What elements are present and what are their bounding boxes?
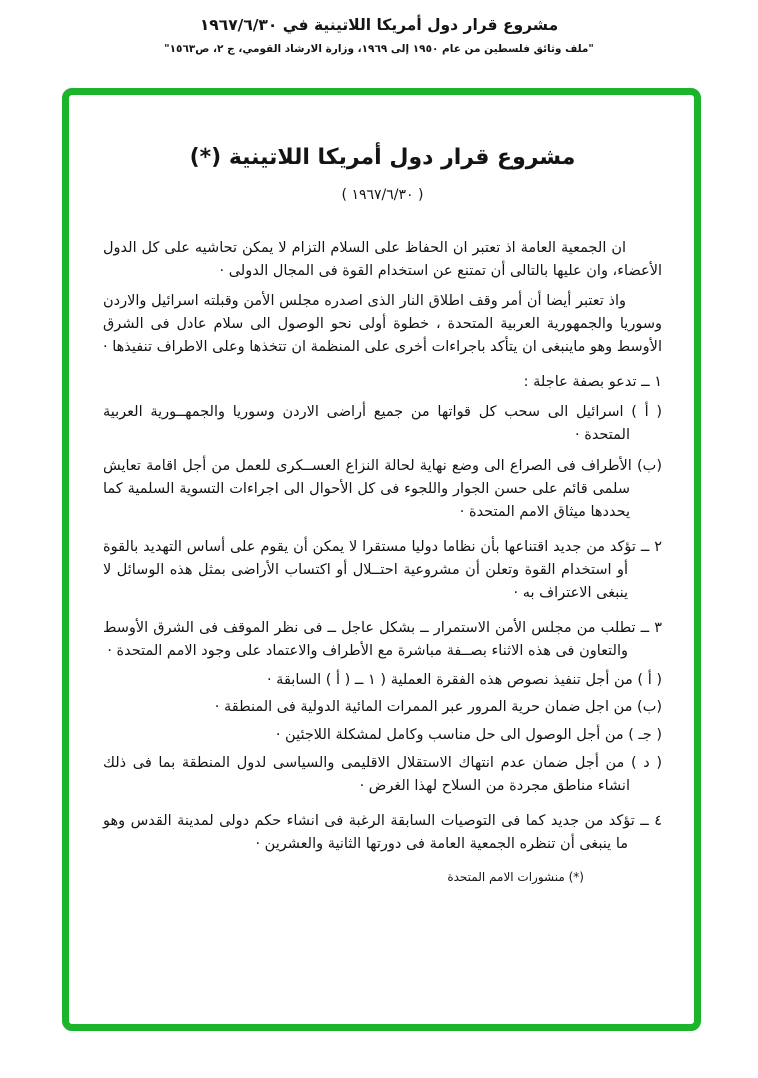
- header-source-citation: "ملف وثائق فلسطين من عام ١٩٥٠ إلى ١٩٦٩، وزارة الارشاد القومي، ج ٢، ص١٥٦٣": [164, 43, 594, 55]
- scanned-document: [69, 95, 694, 884]
- item-2: ٢ ــ تؤكد من جديد اقتناعها بأن نظاما دوليا مستقرا لا يمكن أن يقوم على أساس التهديد بالقوة أو استخدام القوة وتعلن أن مشروعية احتــلال أو اكتساب الأراضى بمثل هذه الوسائل لا ينبغى الاعتراف به ·: [103, 538, 662, 601]
- item-1-heading: ١ ــ تدعو بصفة عاجلة :: [523, 373, 662, 390]
- doc-body: [103, 237, 662, 856]
- header-title: مشروع قرار دول أمريكا اللاتينية في ١٩٦٧/٦/٣٠: [199, 16, 559, 34]
- green-border-frame: [62, 88, 701, 1031]
- item-3b: (ب) من اجل ضمان حرية المرور عبر الممرات المائية الدولية فى المنطقة ·: [214, 699, 662, 716]
- paragraph-preamble-1: ان الجمعية العامة اذ تعتبر ان الحفاظ على السلام التزام لا يمكن تحاشيه على كل الدول الأعضاء، وان عليها بالتالى أن تمتنع عن استخدام القوة فى المجال الدولى ·: [103, 240, 662, 279]
- doc-date: ( ١٩٦٧/٦/٣٠ ): [341, 187, 424, 203]
- document-header: [0, 0, 758, 55]
- item-3a: ( أ ) من أجل تنفيذ نصوص هذه الفقرة العملية ( ١ ــ ( أ ) السابقة ·: [266, 671, 662, 688]
- item-3c: ( جـ ) من أجل الوصول الى حل مناسب وكامل لمشكلة اللاجئين ·: [275, 727, 662, 744]
- item-3d: ( د ) من أجل ضمان عدم انتهاك الاستقلال الاقليمى والسياسى لدول المنطقة بما فى ذلك انشاء مناطق مجردة من السلاح لهذا الغرض ·: [103, 755, 662, 795]
- item-3: ٣ ــ تطلب من مجلس الأمن الاستمرار ــ بشكل عاجل ــ فى نظر الموقف فى الشرق الأوسط والتعاون فى هذه الاثناء بصــفة مباشرة مع الأطراف والاعتماد على وجود الامم المتحدة ·: [103, 619, 662, 659]
- item-1b: (ب) الأطراف فى الصراع الى وضع نهاية لحالة النزاع العســكرى للعمل من أجل اقامة تعايش سلمى قائم على حسن الجوار واللجوء فى كل الأحوال الى اجراءات التسوية السلمية كما يحددها ميثاق الامم المتحدة ·: [103, 458, 662, 521]
- item-1a: ( أ ) اسرائيل الى سحب كل قواتها من جميع أراضى الاردن وسوريا والجمهــورية العربية المتحدة ·: [103, 404, 662, 444]
- item-4: ٤ ــ تؤكد من جديد كما فى التوصيات السابقة الرغبة فى انشاء حكم دولى لمدينة القدس وهو ما ينبغى أن تنظره الجمعية العامة فى دورتها الثانية والعشرين ·: [103, 813, 662, 852]
- footnote: (*) منشورات الامم المتحدة: [447, 869, 584, 884]
- paragraph-preamble-2: واذ تعتبر أيضا أن أمر وقف اطلاق النار الذى اصدره مجلس الأمن وقبلته اسرائيل والاردن وسوريا والجمهورية العربية المتحدة ، خطوة أولى نحو الوصول الى سلام عادل فى الشرق الأوسط وهو ماينبغى ان يتأكد باجراءات أخرى على المنظمة ان تتخذها وعلى الاطراف تنفيذها ·: [102, 292, 662, 355]
- doc-title: مشروع قرار دول أمريكا اللاتينية (*): [189, 145, 576, 170]
